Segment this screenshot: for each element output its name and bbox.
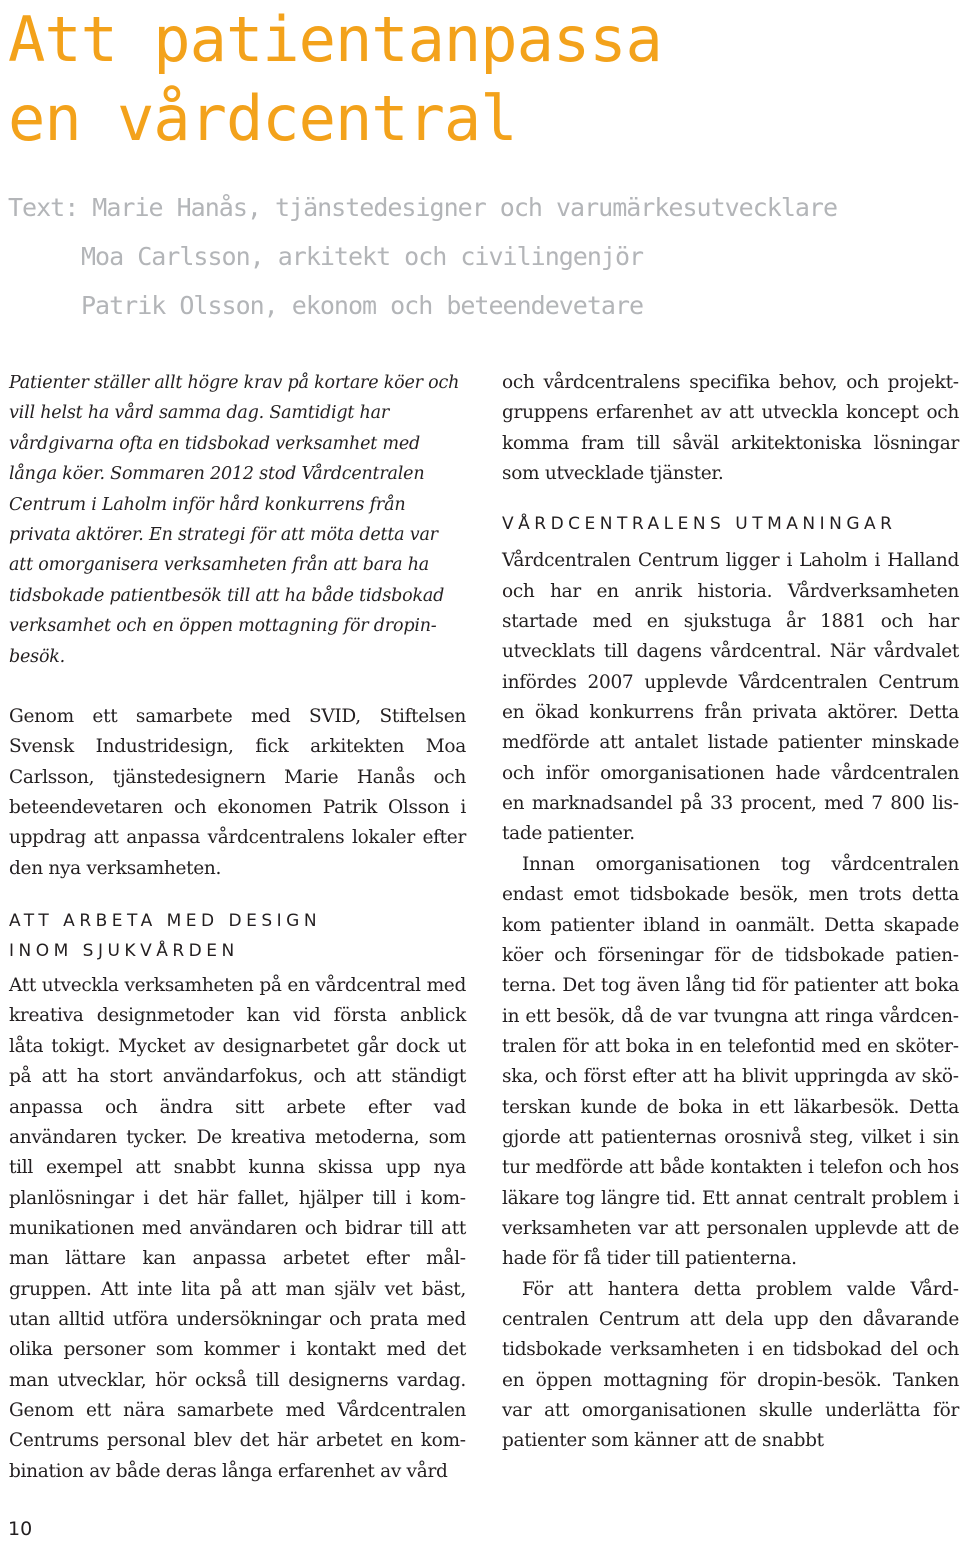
section-heading-line-2: INOM SJUKVÅRDEN — [9, 941, 239, 962]
right-column — [502, 368, 959, 1457]
page-number: 10 — [8, 1518, 33, 1540]
section-heading-line-1: ATT ARBETA MED DESIGN — [9, 911, 322, 932]
body-paragraph: Vårdcentralen Centrum ligger i Laholm i Halland och har en anrik historia. Vårdverksamheten startade med en sjukstuga år 1881 och har utvecklats till dagens vårdcentral. När vårdvalet infördes 2007 upplevde Vårdcentralen Centrum en ökad konkurrens från privata aktörer. Detta medförde att antalet listade patienter minskade och inför omorganisationen hade vårdcentralen en marknadsandel på 33 procent, med 7 800 listade patienter. — [502, 550, 959, 845]
body-paragraph: och vårdcentralens specifika behov, och projektgruppens erfarenhet av att utveckla koncept och komma fram till såväl arkitektoniska lösningar som utvecklade tjänster. — [502, 372, 959, 485]
section-heading — [9, 906, 466, 966]
byline-line-3: Patrik Olsson, ekonom och beteendevetare — [81, 291, 644, 320]
byline-line-2: Moa Carlsson, arkitekt och civilingenjör — [81, 242, 644, 271]
ingress-paragraph: Patienter ställer allt högre krav på kortare köer och vill helst ha vård samma dag. Samtidigt har vårdgivarna ofta en tidsbokad verksamhet med långa köer. Sommaren 2012 stod Vårdcentralen Centrum i Laholm inför hård konkurrens från privata aktörer. En strategi för att möta detta var att omorganisera verksamheten från att bara ha tidsbokade patientbesök till att ha både tidsbokad verksamhet och en öppen mottagning för dropin-besök. — [9, 373, 460, 667]
body-paragraph: Genom ett samarbete med SVID, Stiftelsen Svensk Industridesign, fick arkitekten Moa Carlsson, tjänstedesignern Marie Hanås och beteendevetaren och ekonomen Patrik Olsson i uppdrag att anpassa vårdcentralens lokaler efter den nya verksamheten. — [9, 706, 466, 879]
section-heading: VÅRDCENTRALENS UTMANINGAR — [502, 514, 897, 535]
body-paragraph: Att utveckla verksamheten på en vårdcentral med kreativa designmetoder kan vid första anblick låta tokigt. Mycket av designarbetet går dock ut på att ha stort användarfokus, och att ständigt anpassa och ändra sitt arbete efter vad användaren tycker. De kreativa metoderna, som till exempel att snabbt kunna skissa upp nya planlösningar i det här fallet, hjälper till i kommunikationen med användaren och bidrar till att man lättare kan anpassa arbetet efter målgruppen. Att inte lita på att man själv vet bäst, utan alltid utföra undersökningar och prata med olika personer som kommer i kontakt med det man utvecklar, hör också till designerns vardag. Genom ett nära samarbete med Vårdcentralen Centrums personal blev det här arbetet en kombination av både deras långa erfarenhet av vård — [9, 975, 466, 1482]
article-title-line-1: Att patientanpassa — [8, 3, 662, 76]
byline-line-1: Text: Marie Hanås, tjänstedesigner och varumärkesutvecklare — [8, 193, 838, 222]
body-paragraph: För att hantera detta problem valde Vårdcentralen Centrum att dela upp den dåvarande tidsbokade verksamheten i en tidsbokad del och en öppen mottagning för dropin-besök. Tanken var att omorganisationen skulle underlätta för patienter som känner att de snabbt — [502, 1278, 959, 1452]
left-column — [9, 368, 466, 1487]
body-paragraph: Innan omorganisationen tog vårdcentralen endast emot tidsbokade besök, men trots detta kom patienter ibland in oanmält. Detta skapade köer och förseningar för de tidsbokade patienterna. Det tog även lång tid för patienter att boka in ett besök, då de var tvungna att ringa vårdcentralen för att boka in en telefontid med en sköterska, och först efter att ha blivit uppringda av sköterskan kunde de boka in ett läkarbesök. Detta gjorde att patienternas orosnivå steg, vilket i sin tur medförde att både kontakten i telefon och hos läkare tog längre tid. Ett annat centralt problem i verksamheten var att personalen upplevde att de hade för få tider till patienterna. — [502, 853, 959, 1270]
author-byline — [8, 183, 837, 330]
article-title-line-2: en vårdcentral — [8, 82, 517, 155]
article-title — [8, 0, 662, 158]
